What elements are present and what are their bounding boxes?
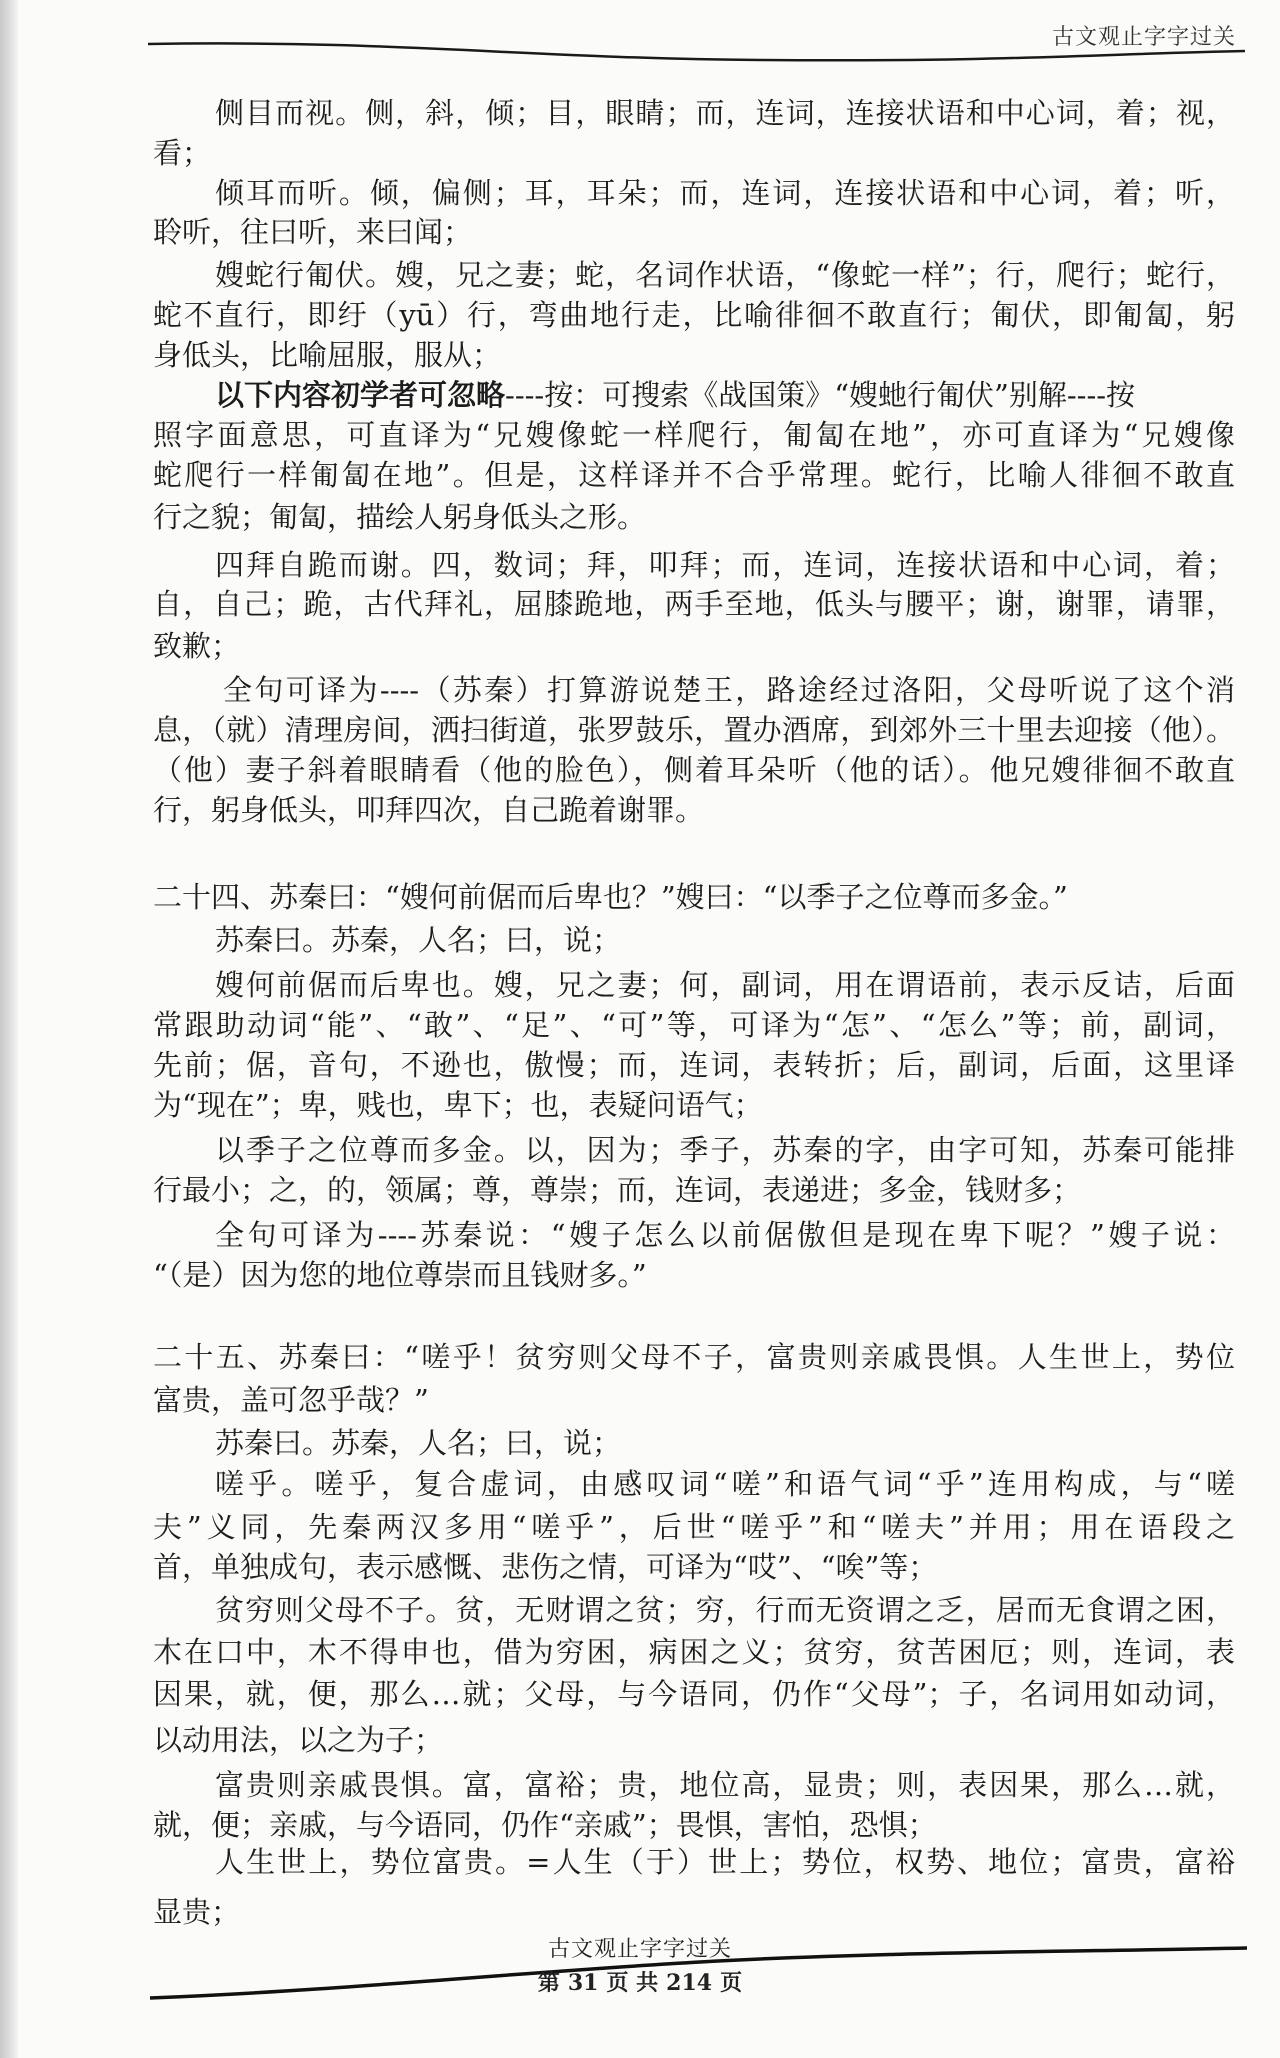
text-line: 全句可译为----苏秦说：“嫂子怎么以前倨傲但是现在卑下呢？”嫂子说： <box>215 1218 1235 1252</box>
text-line: 照字面意思，可直译为“兄嫂像蛇一样爬行，匍匐在地”，亦可直译为“兄嫂像 <box>153 418 1235 452</box>
text-line: 行之貌；匍匐，描绘人躬身低头之形。 <box>153 500 647 534</box>
text-line: 人生世上，势位富贵。=人生（于）世上；势位，权势、地位；富贵，富裕 <box>215 1845 1235 1879</box>
text-line: 首，单独成句，表示感慨、悲伤之情，可译为“哎”、“唉”等； <box>153 1550 938 1584</box>
text-line: 四拜自跪而谢。四，数词；拜，叩拜；而，连词，连接状语和中心词，着； <box>215 548 1235 582</box>
text-line: 嫂何前倨而后卑也。嫂，兄之妻；何，副词，用在谓语前，表示反诘，后面 <box>215 968 1235 1002</box>
section-heading-24: 二十四、苏秦曰：“嫂何前倨而后卑也？”嫂曰：“以季子之位尊而多金。” <box>153 880 1068 914</box>
text-line: 苏秦曰。苏秦，人名；曰，说； <box>215 923 622 957</box>
text-line: 因果，就，便，那么…就；父母，与今语同，仍作“父母”；子，名词用如动词， <box>153 1677 1235 1711</box>
page-mid: 页 共 <box>606 1970 659 1996</box>
text-line: 木在口中，木不得申也，借为穷困，病困之义；贫穷，贫苦困厄；则，连词，表 <box>153 1635 1235 1669</box>
text-line: 自，自己；跪，古代拜礼，屈膝跪地，两手至地，低头与腰平；谢，谢罪，请罪， <box>153 587 1235 621</box>
text-line: 以季子之位尊而多金。以，因为；季子，苏秦的字，由字可知，苏秦可能排 <box>215 1133 1235 1167</box>
text-line: 以动用法，以之为子； <box>153 1723 444 1757</box>
text-line: 全句可译为----（苏秦）打算游说楚王，路途经过洛阳，父母听说了这个消 <box>223 673 1235 707</box>
text-line: 嫂蛇行匍伏。嫂，兄之妻；蛇，名词作状语，“像蛇一样”；行，爬行；蛇行， <box>215 258 1235 292</box>
text-line: 显贵； <box>153 1895 241 1929</box>
text-line-note <box>153 375 1235 415</box>
text-line: 嗟乎。嗟乎，复合虚词，由感叹词“嗟”和语气词“乎”连用构成，与“嗟 <box>215 1467 1235 1501</box>
page-prefix: 第 <box>537 1970 560 1996</box>
text-line: 身低头，比喻屈服，服从； <box>153 338 502 372</box>
text-line: 为“现在”；卑，贱也，卑下；也，表疑问语气； <box>153 1088 763 1122</box>
text-line: 先前；倨，音句，不逊也，傲慢；而，连词，表转折；后，副词，后面，这里译 <box>153 1048 1235 1082</box>
text-line: 行，躬身低头，叩拜四次，自己跪着谢罪。 <box>153 793 705 827</box>
text-line: 致歉； <box>153 629 241 663</box>
text-line: “（是）因为您的地位尊崇而且钱财多。” <box>153 1258 647 1292</box>
text-line: 富贵，盖可忽乎哉？” <box>153 1383 429 1417</box>
text-line: 富贵则亲戚畏惧。富，富裕；贵，地位高，显贵；则，表因果，那么…就， <box>215 1768 1235 1802</box>
text-line: （他）妻子斜着眼睛看（他的脸色），侧着耳朵听（他的话）。他兄嫂徘徊不敢直 <box>153 753 1235 787</box>
text-line: 就，便；亲戚，与今语同，仍作“亲戚”；畏惧，害怕，恐惧； <box>153 1808 937 1842</box>
footer-title: 古文观止字字过关 <box>547 1937 732 1962</box>
text-line: 常跟助动词“能”、“敢”、“足”、“可”等，可译为“怎”、“怎么”等；前，副词， <box>153 1008 1235 1042</box>
page-suffix: 页 <box>720 1970 743 1996</box>
text-line: 蛇爬行一样匍匐在地”。但是，这样译并不合乎常理。蛇行，比喻人徘徊不敢直 <box>153 458 1235 492</box>
page-total: 214 <box>666 1970 713 1996</box>
text-line: 夫”义同，先秦两汉多用“嗟乎”，后世“嗟乎”和“嗟夫”并用；用在语段之 <box>153 1510 1235 1544</box>
text-line: 苏秦曰。苏秦，人名；曰，说； <box>215 1426 622 1460</box>
text-line: 贫穷则父母不子。贫，无财谓之贫；穷，行而无资谓之乏，居而无食谓之困， <box>215 1593 1235 1627</box>
note-label: 以下内容初学者可忽略 <box>215 378 506 412</box>
text-line: 聆听，往曰听，来曰闻； <box>153 215 473 249</box>
text-line: 行最小；之，的，领属；尊，尊崇；而，连词，表递进；多金，钱财多； <box>153 1173 1082 1207</box>
page-current: 31 <box>567 1970 599 1996</box>
text-line: 看； <box>153 136 212 170</box>
note-text: ----按：可搜索《战国策》“嫂虵行匍伏”别解----按 <box>505 378 1136 412</box>
text-line: 侧目而视。侧，斜，倾；目，眼睛；而，连词，连接状语和中心词，着；视， <box>215 96 1235 130</box>
text-line: 蛇不直行，即纡（yū）行，弯曲地行走，比喻徘徊不敢直行；匍伏，即匍匐，躬 <box>153 298 1235 332</box>
section-heading-25: 二十五、苏秦曰：“嗟乎！贫穷则父母不子，富贵则亲戚畏惧。人生世上，势位 <box>153 1340 1235 1374</box>
text-line: 倾耳而听。倾，偏侧；耳，耳朵；而，连词，连接状语和中心词，着；听， <box>215 176 1235 210</box>
header-title: 古文观止字字过关 <box>1051 25 1236 50</box>
page-number <box>0 1966 1280 1997</box>
text-line: 息，（就）清理房间，洒扫街道，张罗鼓乐，置办酒席，到郊外三十里去迎接（他）。 <box>153 713 1235 747</box>
header-rule <box>148 43 1245 60</box>
